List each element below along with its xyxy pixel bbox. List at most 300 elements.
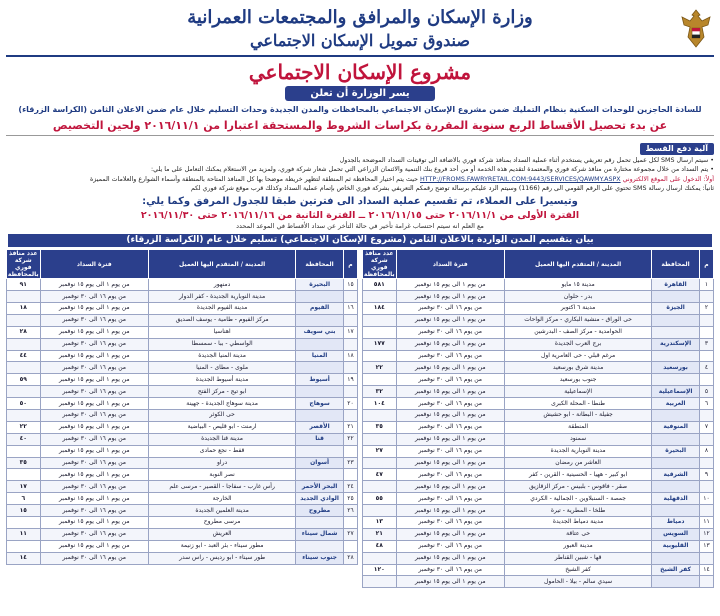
row-number: ٥ bbox=[699, 386, 713, 398]
city-cell: صقر - فاقوس - بلبيس - مركز الزقازيق bbox=[504, 481, 651, 493]
outlet-count-cell: ٢٨ bbox=[7, 326, 41, 338]
period-cell: من يوم ١٦ الى ٣٠ نوفمبر bbox=[40, 362, 148, 374]
outlet-count-cell bbox=[363, 291, 397, 303]
row-number: ٢٢ bbox=[343, 433, 357, 445]
col-count: عدد منافذ شركة فوري بالمحافظة bbox=[7, 250, 39, 279]
outlet-count-cell bbox=[7, 409, 41, 421]
outlet-count-cell bbox=[7, 291, 41, 303]
governorate-cell: الدقهلية bbox=[652, 493, 700, 505]
governorate-cell bbox=[296, 469, 344, 481]
governorate-cell: القاهرة bbox=[652, 279, 700, 291]
outlet-count-cell bbox=[363, 374, 397, 386]
row-number: ١٣ bbox=[699, 540, 713, 552]
outlet-count-cell: ٤٨ bbox=[363, 540, 397, 552]
table-row bbox=[363, 291, 714, 303]
header bbox=[6, 3, 714, 57]
outlet-count-cell: ١٧٧ bbox=[363, 338, 397, 350]
table-row bbox=[363, 445, 714, 457]
outlet-count-cell: ١٣ bbox=[363, 517, 397, 529]
period-cell: من يوم ١٦ الى ٣٠ نوفمبر bbox=[396, 421, 504, 433]
period-cell: من يوم ١٦ الى ٣٠ نوفمبر bbox=[40, 552, 148, 564]
period-cell: من يوم ١ الى يوم ١٥ نوفمبر bbox=[396, 481, 504, 493]
table-row bbox=[363, 386, 714, 398]
outlet-count-cell: ٤٠ bbox=[7, 433, 41, 445]
period-cell: من يوم ١ الى يوم ١٥ نوفمبر bbox=[396, 314, 504, 326]
period-cell: من يوم ١٦ الى ٣٠ نوفمبر bbox=[40, 386, 148, 398]
row-number bbox=[699, 481, 713, 493]
row-number: ٢٦ bbox=[343, 505, 357, 517]
row-number bbox=[699, 457, 713, 469]
period-cell: من يوم ١٦ الى ٣٠ نوفمبر bbox=[396, 564, 504, 576]
table-row bbox=[363, 564, 714, 576]
outlet-count-cell: ١٥ bbox=[7, 505, 41, 517]
row-number bbox=[343, 540, 357, 552]
period-cell: من يوم ١ الى يوم ١٥ نوفمبر bbox=[40, 350, 148, 362]
row-number: ١٩ bbox=[343, 374, 357, 386]
governorate-cell: كفر الشيخ bbox=[652, 564, 700, 576]
governorate-cell bbox=[296, 517, 344, 529]
left-table-wrap bbox=[6, 249, 358, 588]
website-link[interactable]: HTTP://FROMS.FAWRYRETAIL.COM:9443/SERVICES/QAWMY.ASPX bbox=[420, 175, 621, 183]
table-row bbox=[363, 338, 714, 350]
row-number: ٢٧ bbox=[343, 528, 357, 540]
period-cell: من يوم ١٦ الى ٣٠ نوفمبر bbox=[40, 338, 148, 350]
city-cell: حى الوراق - منشية البكاري - مركز الواحات bbox=[504, 314, 651, 326]
row-number: ١٢ bbox=[699, 528, 713, 540]
table-row bbox=[7, 445, 358, 457]
city-cell: الحوامدية - مركز الصف - البدرشين bbox=[504, 326, 651, 338]
bullet-sms-inquiry: ثانياً: يمكنك ارسال رسالة SMS تحتوي على الرقم القومي الى رقم (1166) وسيتم الرد عليكم برسالة توضح رقمكم التعريفي بشركة فوري الخاص بإتمام عملية السداد وكذلك قرب موقع شركة فوري لكم bbox=[190, 184, 714, 192]
outlet-count-cell bbox=[7, 469, 41, 481]
outlet-count-cell: ٥٨١ bbox=[363, 279, 397, 291]
payment-periods: الفترة الأولى من ٢٠١٦/١١/١ حتى ٢٠١٦/١١/١٥ ــ الفترة الثانية من ٢٠١٦/١١/١٦ حتى ٢٠١٦/١١/٣٠ bbox=[140, 210, 580, 222]
period-cell: من يوم ١ الى يوم ١٥ نوفمبر bbox=[396, 386, 504, 398]
table-row bbox=[363, 302, 714, 314]
project-title: مشروع الإسكان الاجتماعي bbox=[248, 60, 472, 84]
row-number: ٢٤ bbox=[343, 481, 357, 493]
row-number bbox=[343, 409, 357, 421]
table-row bbox=[7, 469, 358, 481]
city-cell: جمصة - السنبلاوين - الجمالية - الكردي bbox=[504, 493, 651, 505]
outlet-count-cell: ٣٥ bbox=[363, 421, 397, 433]
outlet-count-cell bbox=[363, 576, 397, 588]
outlet-count-cell: ٥٩ bbox=[7, 374, 41, 386]
row-number bbox=[343, 338, 357, 350]
period-cell: من يوم ١ الى يوم ١٥ نوفمبر bbox=[40, 493, 148, 505]
governorate-cell bbox=[652, 433, 700, 445]
governorate-cell: الفيوم bbox=[296, 302, 344, 314]
row-number: ١٧ bbox=[343, 326, 357, 338]
ministry-title: وزارة الإسكان والمرافق والمجتمعات العمرانية bbox=[187, 7, 533, 28]
city-cell: بدر - حلوان bbox=[504, 291, 651, 303]
table-row bbox=[7, 505, 358, 517]
governorate-cell bbox=[652, 350, 700, 362]
governorate-cell bbox=[296, 314, 344, 326]
outlet-count-cell bbox=[7, 386, 41, 398]
governorate-cell: البحيرة bbox=[296, 279, 344, 291]
period-cell: من يوم ١٦ الى ٣٠ نوفمبر bbox=[396, 350, 504, 362]
outlet-count-cell bbox=[363, 314, 397, 326]
city-cell: ابو كبير - ههيا - الحسينية - القرين - كفر bbox=[504, 469, 651, 481]
period-cell: من يوم ١ الى يوم ١٥ نوفمبر bbox=[396, 552, 504, 564]
row-number: ١٥ bbox=[343, 279, 357, 291]
city-cell: اهناسيا bbox=[148, 326, 295, 338]
easy-text: وتيسيرا على العملاء، تم تقسيم عملية السداد الى فترتين طبقا للجدول المرفق وكما يلي: bbox=[142, 196, 578, 208]
penalty-note: مع العلم انه سيتم احتساب غرامة تأخير في حالة التأخر عن سداد الأقساط في الموعد المحدد bbox=[236, 222, 484, 231]
city-cell: طلخا - المطرية - تيرة bbox=[504, 505, 651, 517]
period-cell: من يوم ١ الى يوم ١٥ نوفمبر bbox=[40, 469, 148, 481]
city-cell: الواسطي - ببا - سمسطا bbox=[148, 338, 295, 350]
row-number bbox=[699, 350, 713, 362]
period-cell: من يوم ١٦ الى ٣٠ نوفمبر bbox=[396, 445, 504, 457]
period-cell: من يوم ١ الى يوم ١٥ نوفمبر bbox=[396, 279, 504, 291]
governorate-cell: قنا bbox=[296, 433, 344, 445]
table-row bbox=[7, 481, 358, 493]
table-row bbox=[363, 421, 714, 433]
governorate-cell bbox=[296, 409, 344, 421]
website-desc: حيث يتم اختيار المحافظة ثم المنطقة لتظهر خريطة موضحا بها كل المنافذ المتاحة بالمنطقة وأسماء الشوارع والعلامات المميزة bbox=[89, 175, 418, 183]
row-number: ٢٠ bbox=[343, 398, 357, 410]
row-number bbox=[699, 552, 713, 564]
table-row bbox=[363, 279, 714, 291]
period-cell: من يوم ١ الى يوم ١٥ نوفمبر bbox=[396, 433, 504, 445]
governorate-cell: البحر الأحمر bbox=[296, 481, 344, 493]
table-row bbox=[7, 409, 358, 421]
table-row bbox=[363, 540, 714, 552]
period-cell: من يوم ١ الى يوم ١٥ نوفمبر bbox=[396, 505, 504, 517]
table-body-right bbox=[363, 279, 714, 588]
governorate-cell: السويس bbox=[652, 528, 700, 540]
table-row bbox=[7, 457, 358, 469]
row-number: ٩ bbox=[699, 469, 713, 481]
governorate-cell: القليوبية bbox=[652, 540, 700, 552]
col-city: المدينة / المتقدم اليها العميل bbox=[148, 250, 295, 279]
outlet-count-cell: ٢٢ bbox=[7, 421, 41, 433]
outlet-count-cell bbox=[7, 445, 41, 457]
outlet-count-cell: ٥٥ bbox=[363, 493, 397, 505]
period-cell: من يوم ١ الى يوم ١٥ نوفمبر bbox=[396, 338, 504, 350]
outlet-count-cell bbox=[363, 552, 397, 564]
outlet-count-cell: ٤٧ bbox=[363, 469, 397, 481]
period-cell: من يوم ١ الى يوم ١٥ نوفمبر bbox=[396, 576, 504, 588]
governorate-cell bbox=[296, 540, 344, 552]
city-cell: طنطا - المحلة الكبرى bbox=[504, 398, 651, 410]
table-row bbox=[7, 493, 358, 505]
col-period: فترة السداد bbox=[40, 250, 148, 279]
row-number bbox=[343, 386, 357, 398]
outlet-count-cell: ١١ bbox=[7, 528, 41, 540]
governorate-cell: الوادي الجديد bbox=[296, 493, 344, 505]
row-number: ١٤ bbox=[699, 564, 713, 576]
outlet-count-cell: ٢١ bbox=[363, 528, 397, 540]
row-number: ١٦ bbox=[343, 302, 357, 314]
outlet-count-cell: ٢٢ bbox=[363, 362, 397, 374]
outlet-count-cell bbox=[7, 314, 41, 326]
period-cell: من يوم ١ الى يوم ١٥ نوفمبر bbox=[396, 291, 504, 303]
city-cell: ارمنت - ابو قليص - البياضية bbox=[148, 421, 295, 433]
governorate-cell bbox=[296, 362, 344, 374]
row-number: ١١ bbox=[699, 517, 713, 529]
table-row bbox=[363, 362, 714, 374]
table-row bbox=[7, 279, 358, 291]
period-cell: من يوم ١ الى يوم ١٥ نوفمبر bbox=[40, 421, 148, 433]
period-cell: من يوم ١٦ الى ٣٠ نوفمبر bbox=[396, 374, 504, 386]
period-cell: من يوم ١ الى يوم ١٥ نوفمبر bbox=[40, 398, 148, 410]
table-row bbox=[7, 350, 358, 362]
governorate-cell bbox=[652, 291, 700, 303]
table-row bbox=[7, 302, 358, 314]
row-number bbox=[699, 576, 713, 588]
egypt-eagle-emblem-icon bbox=[678, 7, 714, 51]
city-cell: مرسى مطروح bbox=[148, 517, 295, 529]
slogan-banner: يسر الوزارة أن تعلن bbox=[285, 86, 435, 101]
city-cell: مدينة المنيا الجديدة bbox=[148, 350, 295, 362]
row-number: ٣ bbox=[699, 338, 713, 350]
row-number bbox=[343, 291, 357, 303]
row-number: ٨ bbox=[699, 445, 713, 457]
row-number: ١٨ bbox=[343, 350, 357, 362]
city-cell: برج العرب الجديدة bbox=[504, 338, 651, 350]
city-cell: طور سيناء - ابو رديس - راس سدر bbox=[148, 552, 295, 564]
governorate-cell: مطروح bbox=[296, 505, 344, 517]
outlet-count-cell bbox=[363, 433, 397, 445]
row-number bbox=[699, 291, 713, 303]
row-number: ٢٨ bbox=[343, 552, 357, 564]
governorate-cell bbox=[296, 445, 344, 457]
period-cell: من يوم ١ الى يوم ١٥ نوفمبر bbox=[40, 517, 148, 529]
governorate-cell: بني سويف bbox=[296, 326, 344, 338]
governorate-cell: الغربية bbox=[652, 398, 700, 410]
table-row bbox=[363, 398, 714, 410]
period-cell: من يوم ١٦ الى ٣٠ نوفمبر bbox=[40, 481, 148, 493]
table-row bbox=[363, 350, 714, 362]
city-cell: ملوى - مطاى - المنيا bbox=[148, 362, 295, 374]
period-cell: من يوم ١٦ الى ٣٠ نوفمبر bbox=[396, 469, 504, 481]
table-row bbox=[7, 374, 358, 386]
period-cell: من يوم ١ الى يوم ١٥ نوفمبر bbox=[40, 326, 148, 338]
right-table-wrap bbox=[362, 249, 714, 588]
outlet-count-cell bbox=[7, 338, 41, 350]
table-row bbox=[363, 457, 714, 469]
governorate-cell: الشرقية bbox=[652, 469, 700, 481]
city-cell: الإسماعيلية bbox=[504, 386, 651, 398]
city-cell: دمنهور bbox=[148, 279, 295, 291]
city-cell: قفط - نجع حمادى bbox=[148, 445, 295, 457]
outlet-count-cell bbox=[7, 517, 41, 529]
governorate-cell bbox=[652, 314, 700, 326]
outlet-count-cell: ١٠٤ bbox=[363, 398, 397, 410]
row-number bbox=[699, 433, 713, 445]
table-row bbox=[363, 326, 714, 338]
city-cell: نصر النوبة bbox=[148, 469, 295, 481]
cities-table-left bbox=[6, 249, 358, 564]
governorate-cell bbox=[652, 457, 700, 469]
outlet-count-cell: ٢٧ bbox=[363, 445, 397, 457]
city-cell: العريش bbox=[148, 528, 295, 540]
col-period: فترة السداد bbox=[396, 250, 504, 279]
governorate-cell bbox=[652, 374, 700, 386]
outlet-count-cell: ١٤ bbox=[7, 552, 41, 564]
period-cell: من يوم ١٦ الى ٣٠ نوفمبر bbox=[40, 505, 148, 517]
governorate-cell: المنيا bbox=[296, 350, 344, 362]
governorate-cell: بورسعيد bbox=[652, 362, 700, 374]
city-cell: ابو تيج - مركز الفتح bbox=[148, 386, 295, 398]
row-number bbox=[699, 374, 713, 386]
period-cell: من يوم ١ الى يوم ١٥ نوفمبر bbox=[396, 528, 504, 540]
period-cell: من يوم ١٦ الى ٣٠ نوفمبر bbox=[396, 302, 504, 314]
governorate-cell: المنوفية bbox=[652, 421, 700, 433]
period-cell: من يوم ١ الى يوم ١٥ نوفمبر bbox=[40, 374, 148, 386]
row-number bbox=[699, 326, 713, 338]
table-row bbox=[7, 540, 358, 552]
period-cell: من يوم ١ الى يوم ١٥ نوفمبر bbox=[40, 540, 148, 552]
row-number: ٢٣ bbox=[343, 457, 357, 469]
city-cell: مدينة العلمين الجديدة bbox=[148, 505, 295, 517]
table-row bbox=[7, 398, 358, 410]
row-number bbox=[343, 362, 357, 374]
governorate-cell: شمال سيناء bbox=[296, 528, 344, 540]
table-row bbox=[363, 481, 714, 493]
city-cell: العاشر من رمضان bbox=[504, 457, 651, 469]
city-cell: دراو bbox=[148, 457, 295, 469]
outlet-count-cell bbox=[7, 362, 41, 374]
outlet-count-cell bbox=[363, 505, 397, 517]
period-cell: من يوم ١٦ الى ٣٠ نوفمبر bbox=[40, 291, 148, 303]
period-cell: من يوم ١٦ الى ٣٠ نوفمبر bbox=[40, 528, 148, 540]
table-row bbox=[7, 338, 358, 350]
city-cell: مدينة ١٥ مايو bbox=[504, 279, 651, 291]
table-row bbox=[7, 528, 358, 540]
period-cell: من يوم ١٦ الى ٣٠ نوفمبر bbox=[396, 540, 504, 552]
governorate-cell bbox=[652, 326, 700, 338]
city-cell: حى الكوثر bbox=[148, 409, 295, 421]
col-count: عدد منافذ شركة فوري بالمحافظة bbox=[363, 250, 395, 279]
city-cell: مدينة أسيوط الجديدة bbox=[148, 374, 295, 386]
outlet-count-cell bbox=[363, 350, 397, 362]
city-cell: مدينة قنا الجديدة bbox=[148, 433, 295, 445]
table-row bbox=[363, 433, 714, 445]
outlet-count-cell: ٥٠ bbox=[7, 398, 41, 410]
city-cell: مدينة النوبارية الجديدة bbox=[504, 445, 651, 457]
city-cell: قها - شبين القناطر bbox=[504, 552, 651, 564]
row-number bbox=[343, 469, 357, 481]
governorate-cell: دمياط bbox=[652, 517, 700, 529]
row-number: ٢١ bbox=[343, 421, 357, 433]
row-number bbox=[343, 314, 357, 326]
outlet-count-cell: ١٨٤ bbox=[363, 302, 397, 314]
period-cell: من يوم ١ الى يوم ١٥ نوفمبر bbox=[396, 457, 504, 469]
table-row bbox=[7, 291, 358, 303]
city-cell: المنطقة bbox=[504, 421, 651, 433]
row-number bbox=[343, 445, 357, 457]
governorate-cell bbox=[652, 409, 700, 421]
city-cell: مركز الفيوم - طامية - يوسف الصديق bbox=[148, 314, 295, 326]
governorate-cell: الإسكندرية bbox=[652, 338, 700, 350]
outlet-count-cell: ١٨ bbox=[7, 302, 41, 314]
city-cell: الخارجة bbox=[148, 493, 295, 505]
table-row bbox=[363, 517, 714, 529]
period-cell: من يوم ١٦ الى ٣٠ نوفمبر bbox=[40, 433, 148, 445]
col-no: م bbox=[343, 250, 357, 279]
period-cell: من يوم ١ الى يوم ١٥ نوفمبر bbox=[396, 409, 504, 421]
col-gov: المحافظة bbox=[296, 250, 344, 279]
outlet-count-cell bbox=[363, 326, 397, 338]
row-number: ١٠ bbox=[699, 493, 713, 505]
period-cell: من يوم ١٦ الى ٣٠ نوفمبر bbox=[396, 398, 504, 410]
table-row bbox=[7, 421, 358, 433]
outlet-count-cell: ١٢٠ bbox=[363, 564, 397, 576]
row-number bbox=[343, 517, 357, 529]
governorate-cell bbox=[296, 291, 344, 303]
table-row bbox=[363, 493, 714, 505]
period-cell: من يوم ١ الى يوم ١٥ نوفمبر bbox=[396, 362, 504, 374]
table-row bbox=[363, 314, 714, 326]
bullet-website bbox=[6, 175, 714, 184]
outlet-count-cell bbox=[7, 540, 41, 552]
city-cell: جفيلة - البطانة - ابو حشيش bbox=[504, 409, 651, 421]
tables-container bbox=[6, 249, 714, 588]
website-label: أولاً: الدخول على الموقع الالكتروني bbox=[622, 175, 714, 183]
outlet-count-cell bbox=[363, 481, 397, 493]
city-cell: حى عتاقة bbox=[504, 528, 651, 540]
table-row bbox=[363, 469, 714, 481]
row-number: ٧ bbox=[699, 421, 713, 433]
table-row bbox=[363, 528, 714, 540]
cities-table-right bbox=[362, 249, 714, 588]
city-cell: مدينة النوبارية الجديدة - كفر الدوار bbox=[148, 291, 295, 303]
governorate-cell: الجيزة bbox=[652, 302, 700, 314]
governorate-cell bbox=[296, 338, 344, 350]
city-cell: مدينة شرق بورسعيد bbox=[504, 362, 651, 374]
table-row bbox=[7, 517, 358, 529]
city-cell: سمنود bbox=[504, 433, 651, 445]
outlet-count-cell: ٤٤ bbox=[7, 350, 41, 362]
period-cell: من يوم ١٦ الى ٣٠ نوفمبر bbox=[396, 493, 504, 505]
city-cell: مطور سيناء - بئر العبد - ابو زنيمة bbox=[148, 540, 295, 552]
governorate-cell: أسيوط bbox=[296, 374, 344, 386]
row-number bbox=[699, 409, 713, 421]
city-cell: مرغم قبلي - حى العامرية اول bbox=[504, 350, 651, 362]
row-number: ٢٥ bbox=[343, 493, 357, 505]
outlet-count-cell: ٣٢ bbox=[363, 386, 397, 398]
period-cell: من يوم ١ الى يوم ١٥ نوفمبر bbox=[40, 445, 148, 457]
outlet-count-cell: ٩١ bbox=[7, 279, 41, 291]
outlet-count-cell: ٦ bbox=[7, 493, 41, 505]
row-number: ٦ bbox=[699, 398, 713, 410]
governorate-cell: أسوان bbox=[296, 457, 344, 469]
table-row bbox=[363, 374, 714, 386]
city-cell: سيدي سالم - بيلا - الحامول bbox=[504, 576, 651, 588]
governorate-cell bbox=[296, 386, 344, 398]
table-row bbox=[7, 326, 358, 338]
governorate-cell bbox=[652, 481, 700, 493]
city-cell: كفر الشيخ bbox=[504, 564, 651, 576]
city-cell: رأس غارب - سفاجا - القصير - مرسى علم bbox=[148, 481, 295, 493]
col-gov: المحافظة bbox=[652, 250, 700, 279]
table-title: بيان بتقسيم المدن الواردة بالاعلان الثامن (مشروع الإسكان الاجتماعي) تسليم خلال عام (الكراسة الزرقاء) bbox=[8, 234, 712, 247]
governorate-cell bbox=[652, 505, 700, 517]
governorate-cell bbox=[652, 576, 700, 588]
period-cell: من يوم ١٦ الى ٣٠ نوفمبر bbox=[396, 517, 504, 529]
outlet-count-cell: ١٧ bbox=[7, 481, 41, 493]
city-cell: جنوب بورسعيد bbox=[504, 374, 651, 386]
city-cell: مدينة ٦ اكتوبر bbox=[504, 302, 651, 314]
table-row bbox=[363, 505, 714, 517]
payment-mechanism-title: آلية دفع القسط bbox=[640, 143, 714, 155]
outlet-count-cell bbox=[363, 457, 397, 469]
table-row bbox=[7, 552, 358, 564]
bullet-sms: • سيتم ارسال SMS لكل عميل تحمل رقم تعريفي يستخدم أثناء عملية السداد بمنافذ شركة فوري بالاضافة الى توقيتات السداد الموضحة بالجدول bbox=[339, 157, 714, 164]
